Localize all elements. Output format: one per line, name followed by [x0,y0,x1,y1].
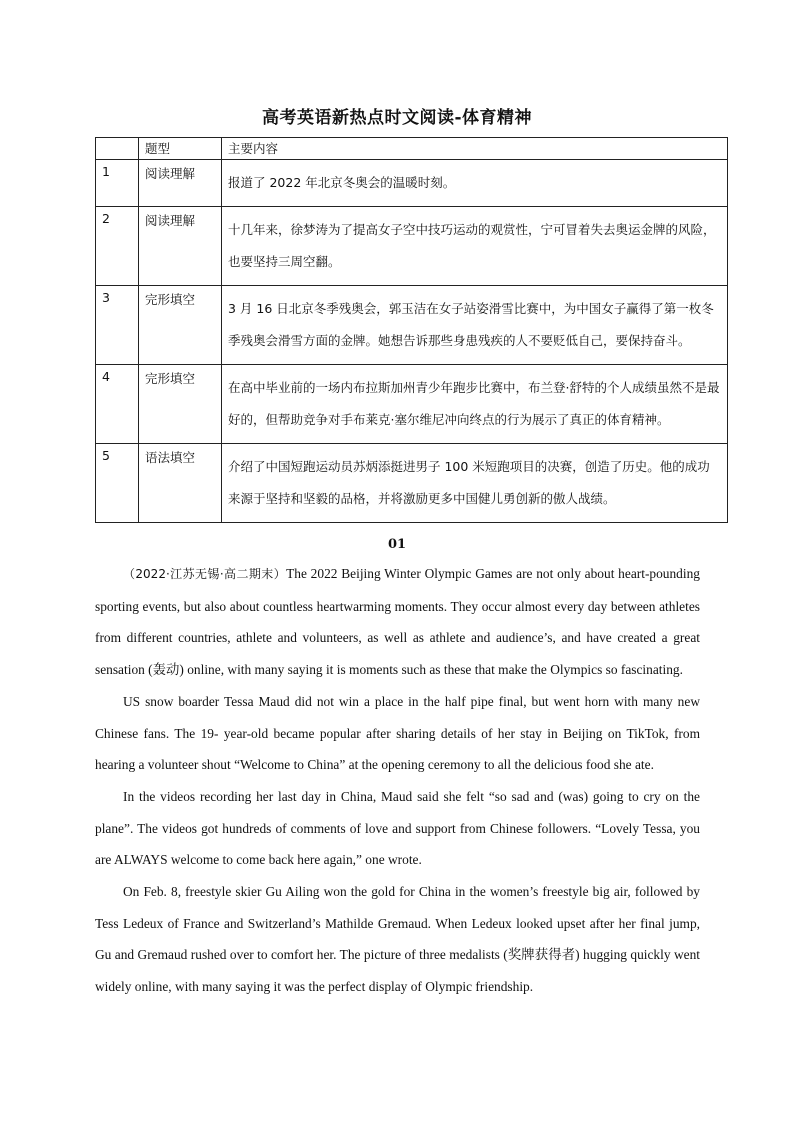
row-num: 4 [96,365,139,444]
page-title: 高考英语新热点时文阅读-体育精神 [261,108,533,128]
row-content: 十几年来，徐梦涛为了提高女子空中技巧运动的观赏性，宁可冒着失去奥运金牌的风险，也要坚持三周空翻。 [222,207,728,286]
table-row [96,207,728,286]
row-type: 阅读理解 [139,160,222,207]
row-content: 在高中毕业前的一场内布拉斯加州青少年跑步比赛中，布兰登·舒特的个人成绩虽然不是最好的，但帮助竞争对手布莱克·塞尔维尼冲向终点的行为展示了真正的体育精神。 [222,365,728,444]
row-type: 完形填空 [139,365,222,444]
row-type: 完形填空 [139,286,222,365]
section-number: 01 [387,537,407,552]
table-row [96,365,728,444]
passage-paragraph [95,558,700,686]
row-content: 报道了 2022 年北京冬奥会的温暖时刻。 [222,160,728,207]
row-type: 语法填空 [139,444,222,523]
passage-paragraph: US snow boarder Tessa Maud did not win a place in the half pipe final, but went horn with many new Chinese fans. The 19- year-old became popular after sharing details of her stay in Beijing on TikTok, from hearing a volunteer shout “Welcome to China” at the opening ceremony to all the delicious food she ate. [95,693,700,773]
header-content: 主要内容 [222,138,728,160]
reading-passage [95,558,700,1003]
passage-paragraph: On Feb. 8, freestyle skier Gu Ailing won the gold for China in the women’s freestyle big air, followed by Tess Ledeux of France and Switzerland’s Mathilde Gremaud. When Ledeux looked upset after her final jump, Gu and Gremaud rushed over to comfort her. The picture of three medalists (奖牌获得者) hugging quickly went widely online, with many saying it was the perfect display of Olympic friendship. [95,884,700,995]
header-num [96,138,139,160]
passage-source: （2022·江苏无锡·高二期末） [123,567,287,581]
row-num: 3 [96,286,139,365]
row-num: 1 [96,160,139,207]
table-row [96,286,728,365]
paragraph-text: The 2022 Beijing Winter Olympic Games are not only about heart-pounding sporting events, but also about countless heartwarming moments. They occur almost every day between athletes from different countries, athlete and volunteers, as well as athlete and audience’s, and have created a great sensation (轰动) online, with many saying it is moments such as these that make the Olympics so fascinating. [95,566,700,678]
row-type: 阅读理解 [139,207,222,286]
row-content: 介绍了中国短跑运动员苏炳添挺进男子 100 米短跑项目的决赛，创造了历史。他的成功来源于坚持和坚毅的品格，并将激励更多中国健儿勇创新的傲人战绩。 [222,444,728,523]
table-row [96,444,728,523]
row-num: 2 [96,207,139,286]
passage-paragraph: In the videos recording her last day in China, Maud said she felt “so sad and (was) going to cry on the plane”. The videos got hundreds of comments of love and support from Chinese followers. “Lovely Tessa, you are ALWAYS welcome to come back here again,” one wrote. [95,788,700,868]
row-num: 5 [96,444,139,523]
table-row [96,160,728,207]
header-type: 题型 [139,138,222,160]
summary-table [95,137,728,523]
row-content: 3 月 16 日北京冬季残奥会，郭玉洁在女子站姿滑雪比赛中，为中国女子赢得了第一枚冬季残奥会滑雪方面的金牌。她想告诉那些身患残疾的人不要贬低自己，要保持奋斗。 [222,286,728,365]
table-header-row [96,138,728,160]
